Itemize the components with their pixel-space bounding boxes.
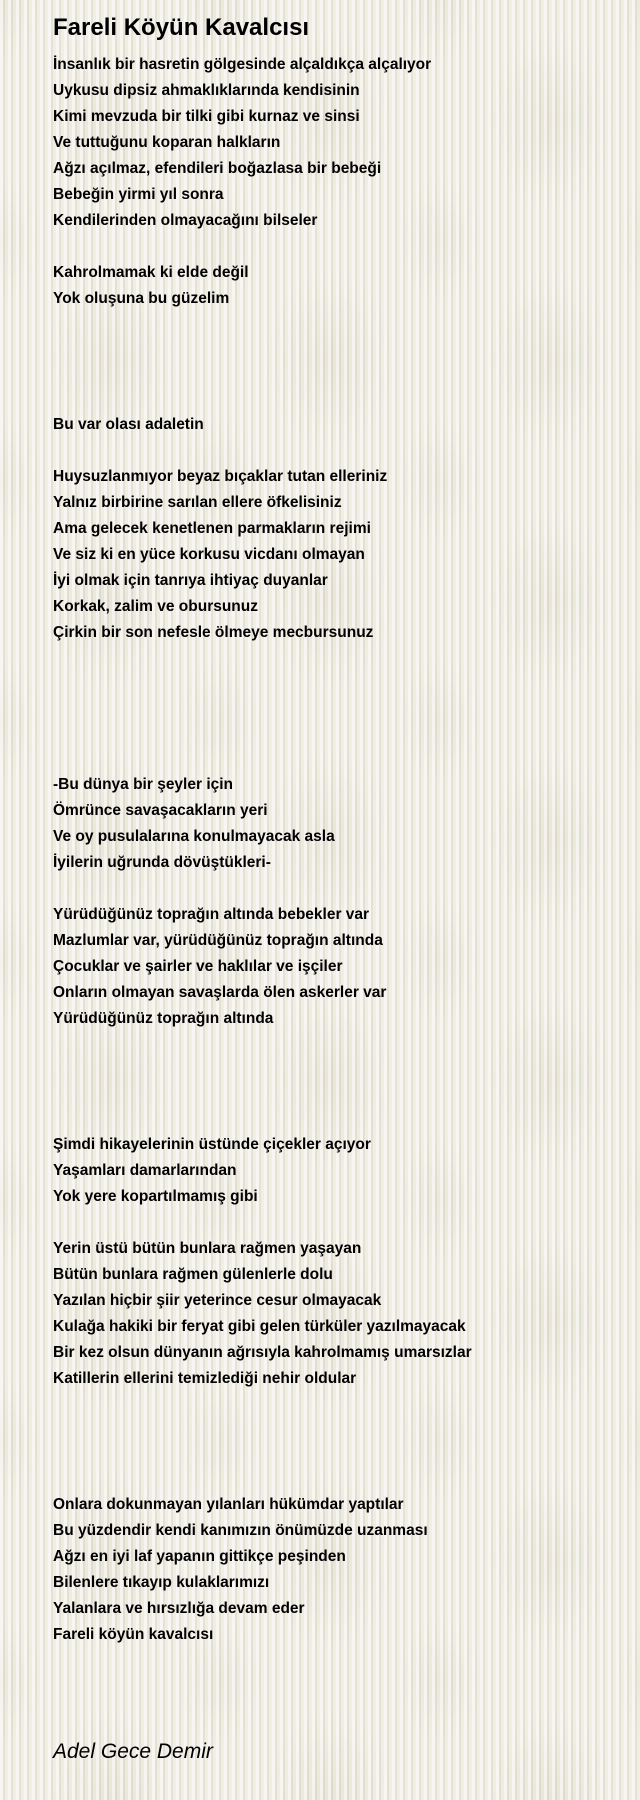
poem-line: Mazlumlar var, yürüdüğünüz toprağın altında <box>53 932 383 949</box>
poem-line: İyi olmak için tanrıya ihtiyaç duyanlar <box>53 572 328 589</box>
poem-line: İyilerin uğrunda dövüştükleri- <box>53 854 271 871</box>
poem-line: Korkak, zalim ve obursunuz <box>53 598 258 615</box>
stanza-6 <box>53 902 472 1032</box>
stanza-7 <box>53 1132 472 1210</box>
poem-line: Onların olmayan savaşlarda ölen askerler var <box>53 984 387 1001</box>
poem-line: Yok oluşuna bu güzelim <box>53 290 230 307</box>
poem-line: Çocuklar ve şairler ve haklılar ve işçiler <box>53 958 343 975</box>
poem-line: Çirkin bir son nefesle ölmeye mecbursunuz <box>53 624 374 641</box>
poem-line: Yok yere kopartılmamış gibi <box>53 1188 258 1205</box>
poem-line: Yerin üstü bütün bunlara rağmen yaşayan <box>53 1240 362 1257</box>
poem-line: -Bu dünya bir şeyler için <box>53 776 234 793</box>
stanza-3 <box>53 412 472 438</box>
stanza-4 <box>53 464 472 646</box>
poem-line: Yalanlara ve hırsızlığa devam eder <box>53 1600 305 1617</box>
poem-line: Yalnız birbirine sarılan ellere öfkelisiniz <box>53 494 342 511</box>
poem-line: Kulağa hakiki bir feryat gibi gelen türküler yazılmayacak <box>53 1318 466 1335</box>
poem-line: Bütün bunlara rağmen gülenlerle dolu <box>53 1266 333 1283</box>
poem-line: Ömrünce savaşacakların yeri <box>53 802 268 819</box>
stanza-1 <box>53 52 472 234</box>
poem-line: Uykusu dipsiz ahmaklıklarında kendisinin <box>53 82 360 99</box>
stanza-5 <box>53 772 472 876</box>
poem-line: Bebeğin yirmi yıl sonra <box>53 186 224 203</box>
poem-line: Ama gelecek kenetlenen parmakların rejimi <box>53 520 371 537</box>
poem-line: İnsanlık bir hasretin gölgesinde alçaldıkça alçalıyor <box>53 56 432 73</box>
poem-line: Ve tuttuğunu koparan halkların <box>53 134 281 151</box>
poem-line: Fareli köyün kavalcısı <box>53 1626 214 1643</box>
poem-line: Yaşamları damarlarından <box>53 1162 237 1179</box>
poem-line: Ağzı açılmaz, efendileri boğazlasa bir bebeği <box>53 160 382 177</box>
poem-line: Onlara dokunmayan yılanları hükümdar yaptılar <box>53 1496 404 1513</box>
poem-line: Ve siz ki en yüce korkusu vicdanı olmayan <box>53 546 365 563</box>
poem-line: Bir kez olsun dünyanın ağrısıyla kahrolmamış umarsızlar <box>53 1344 472 1361</box>
poem-line: Kendilerinden olmayacağını bilseler <box>53 212 318 229</box>
poem-line: Katillerin ellerini temizlediği nehir oldular <box>53 1370 357 1387</box>
poem-line: Ağzı en iyi laf yapanın gittikçe peşinden <box>53 1548 346 1565</box>
poem-line: Şimdi hikayelerinin üstünde çiçekler açıyor <box>53 1136 371 1153</box>
poem-line: Huysuzlanmıyor beyaz bıçaklar tutan elleriniz <box>53 468 388 485</box>
stanza-2 <box>53 260 472 312</box>
poem-line: Bilenlere tıkayıp kulaklarımızı <box>53 1574 270 1591</box>
poem-body <box>53 52 472 1648</box>
poem-line: Bu yüzdendir kendi kanımızın önümüzde uzanması <box>53 1522 428 1539</box>
stanza-8 <box>53 1236 472 1392</box>
poem-line: Kahrolmamak ki elde değil <box>53 264 249 281</box>
poem-title: Fareli Köyün Kavalcısı <box>53 14 310 41</box>
stanza-9 <box>53 1492 472 1648</box>
poem-line: Yürüdüğünüz toprağın altında bebekler var <box>53 906 370 923</box>
poem-author: Adel Gece Demir <box>53 1740 213 1763</box>
poem-line: Ve oy pusulalarına konulmayacak asla <box>53 828 335 845</box>
poem-line: Bu var olası adaletin <box>53 416 204 433</box>
poem-line: Kimi mevzuda bir tilki gibi kurnaz ve sinsi <box>53 108 360 125</box>
poem-line: Yazılan hiçbir şiir yeterince cesur olmayacak <box>53 1292 382 1309</box>
poem-line: Yürüdüğünüz toprağın altında <box>53 1010 274 1027</box>
